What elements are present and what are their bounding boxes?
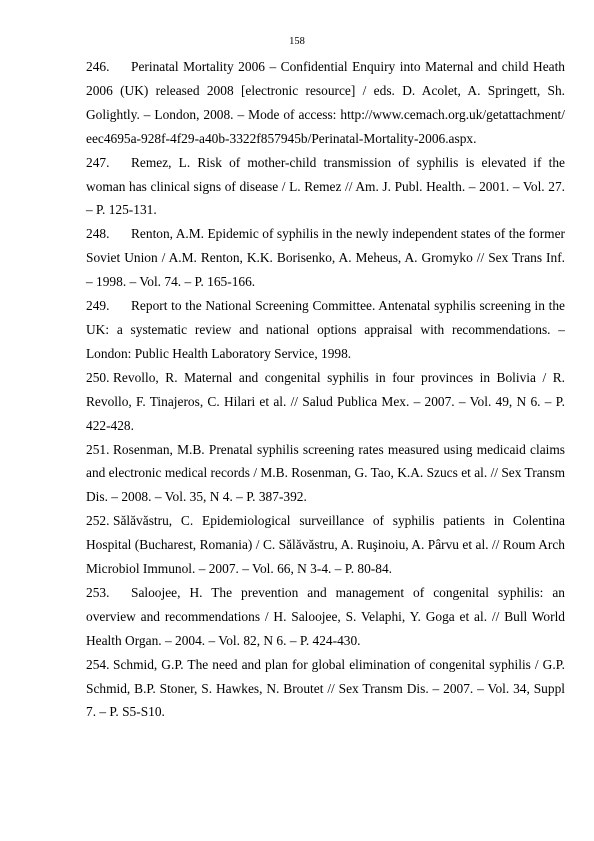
reference-number: 247. [86,154,110,170]
reference-text: Rosenman, M.B. Prenatal syphilis screening rates measured using medicaid claims and electronic medical records / M.B. Rosenman, G. Tao, K.A. Szucs et al. // Sex Transm Dis. – 2008. – Vol. 35, N 4. – P. 387-392. [86,441,565,505]
reference-number: 253. [86,584,110,600]
reference-number: 248. [86,226,110,242]
reference-item [86,509,565,581]
reference-url[interactable]: http://www.cemach.org.uk/getattachment/eec4695a-928f-4f29-a40b-3322f857945b/Perinatal-Mortality-2006.aspx. [86,106,565,146]
reference-number: 246. [86,59,110,74]
reference-text: Sălăvăstru, C. Epidemiological surveillance of syphilis patients in Colentina Hospital (Bucharest, Romania) / C. Sălăvăstru, A. Ruşinoiu, A. Pârvu et al. // Roum Arch Microbiol Immunol. – 2007. – Vol. 66, N 3-4. – P. 80-84. [86,513,565,577]
reference-item [86,151,565,223]
reference-text: Remez, L. Risk of mother-child transmission of syphilis is elevated if the woman has clinical signs of disease / L. Remez // Am. J. Publ. Health. – 2001. – Vol. 27. – P. 125-131. [86,154,565,218]
reference-text: Renton, A.M. Epidemic of syphilis in the newly independent states of the former Soviet Union / A.M. Renton, K.K. Borisenko, A. Meheus, A. Gromyko // Sex Trans Inf. – 1998. – Vol. 74. – P. 165-166. [86,226,565,290]
reference-list [86,55,565,724]
reference-item [86,294,565,366]
reference-text: Schmid, G.P. The need and plan for global elimination of congenital syphilis / G.P. Schmid, B.P. Stoner, S. Hawkes, N. Broutet // Sex Transm Dis. – 2007. – Vol. 34, Suppl 7. – P. S5-S10. [86,656,565,720]
reference-text: Saloojee, H. The prevention and management of congenital syphilis: an overview and recommendations / H. Saloojee, S. Velaphi, Y. Goga et al. // Bull World Health Organ. – 2004. – Vol. 82, N 6. – P. 424-430. [86,584,565,648]
reference-item [86,366,565,438]
reference-item [86,222,565,294]
reference-text: Report to the National Screening Committee. Antenatal syphilis screening in the UK: a systematic review and national options appraisal with recommendations. – London: Public Health Laboratory Service, 1998. [86,298,565,361]
reference-number: 251. [86,441,110,457]
reference-item [86,581,565,653]
page-number: 158 [289,36,305,47]
reference-text: Perinatal Mortality 2006 – Confidential Enquiry into Maternal and child Heath 2006 (UK) released 2008 [electronic resource] / eds. D. Acolet, A. Springett, Sh. Golightly. – London, 2008. – Mode of access: [86,59,565,122]
reference-number: 252. [86,513,110,529]
reference-item [86,653,565,725]
reference-number: 254. [86,656,110,672]
reference-text: Revollo, R. Maternal and congenital syphilis in four provinces in Bolivia / R. Revollo, F. Tinajeros, C. Hilari et al. // Salud Publica Mex. – 2007. – Vol. 49, N 6. – P. 422-428. [86,369,565,433]
reference-item [86,438,565,510]
reference-number: 250. [86,369,110,385]
reference-number: 249. [86,298,110,314]
reference-item [86,55,565,151]
